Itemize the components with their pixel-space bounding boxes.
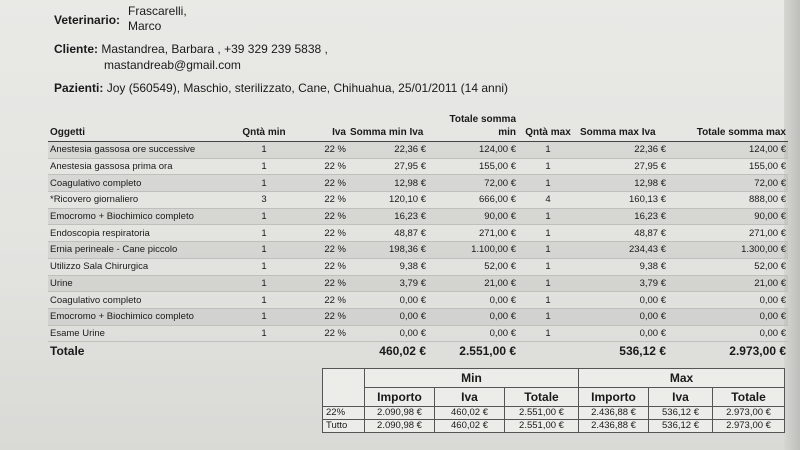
item-totale-max: 72,00 € — [668, 175, 788, 192]
item-somma-max: 0,00 € — [578, 308, 668, 325]
item-iva: 22 % — [296, 208, 348, 225]
item-qnta-min: 1 — [232, 208, 296, 225]
table-row — [48, 308, 788, 325]
item-iva: 22 % — [296, 275, 348, 292]
item-qnta-max: 1 — [518, 225, 578, 242]
item-somma-max: 16,23 € — [578, 208, 668, 225]
item-totale-min: 0,00 € — [428, 308, 518, 325]
cliente-label: Cliente: — [54, 42, 99, 56]
summary-min-iva: 460,02 € — [435, 407, 505, 420]
item-name: Emocromo + Biochimico completo — [48, 308, 232, 325]
item-totale-max: 1.300,00 € — [668, 242, 788, 259]
item-somma-min: 0,00 € — [348, 292, 428, 309]
item-qnta-max: 1 — [518, 325, 578, 342]
col-qnta-min: Qntà min — [232, 103, 296, 142]
item-somma-max: 9,38 € — [578, 258, 668, 275]
item-somma-min: 0,00 € — [348, 325, 428, 342]
totals-somma-min: 460,02 € — [348, 342, 428, 361]
item-somma-max: 160,13 € — [578, 192, 668, 209]
table-row — [48, 208, 788, 225]
item-qnta-min: 1 — [232, 175, 296, 192]
item-totale-max: 0,00 € — [668, 325, 788, 342]
item-totale-max: 0,00 € — [668, 292, 788, 309]
veterinario-line2: Marco — [128, 19, 162, 33]
summary-max-iva: 536,12 € — [649, 420, 713, 433]
item-iva: 22 % — [296, 242, 348, 259]
summary-max-totale: Totale — [713, 388, 785, 407]
item-qnta-min: 1 — [232, 158, 296, 175]
veterinario-line1: Frascarelli, — [128, 4, 187, 18]
item-somma-max: 48,87 € — [578, 225, 668, 242]
table-row — [48, 192, 788, 209]
item-totale-min: 666,00 € — [428, 192, 518, 209]
item-totale-min: 0,00 € — [428, 292, 518, 309]
items-table — [48, 103, 788, 360]
item-name: Endoscopia respiratoria — [48, 225, 232, 242]
item-somma-max: 0,00 € — [578, 325, 668, 342]
item-totale-min: 0,00 € — [428, 325, 518, 342]
item-totale-max: 21,00 € — [668, 275, 788, 292]
summary-row — [323, 407, 785, 420]
summary-min-importo: Importo — [365, 388, 435, 407]
summary-min-importo: 2.090,98 € — [365, 407, 435, 420]
table-row — [48, 175, 788, 192]
item-somma-max: 27,95 € — [578, 158, 668, 175]
item-totale-max: 90,00 € — [668, 208, 788, 225]
summary-min-importo: 2.090,98 € — [365, 420, 435, 433]
item-name: Ernia perineale - Cane piccolo — [48, 242, 232, 259]
item-iva: 22 % — [296, 225, 348, 242]
summary-max-iva: Iva — [649, 388, 713, 407]
item-iva: 22 % — [296, 142, 348, 159]
item-qnta-min: 1 — [232, 142, 296, 159]
summary-min-iva: Iva — [435, 388, 505, 407]
cliente-block — [54, 42, 328, 57]
table-row — [48, 242, 788, 259]
item-somma-max: 3,79 € — [578, 275, 668, 292]
item-qnta-max: 1 — [518, 142, 578, 159]
item-iva: 22 % — [296, 292, 348, 309]
item-qnta-min: 1 — [232, 258, 296, 275]
item-totale-max: 124,00 € — [668, 142, 788, 159]
item-qnta-min: 1 — [232, 308, 296, 325]
item-totale-min: 21,00 € — [428, 275, 518, 292]
item-totale-max: 888,00 € — [668, 192, 788, 209]
totals-somma-max: 536,12 € — [578, 342, 668, 361]
item-somma-max: 22,36 € — [578, 142, 668, 159]
totals-totale-min: 2.551,00 € — [428, 342, 518, 361]
col-oggetti: Oggetti — [48, 103, 232, 142]
item-qnta-max: 1 — [518, 258, 578, 275]
summary-header-row — [323, 388, 785, 407]
item-name: Coagulativo completo — [48, 175, 232, 192]
summary-max-importo: 2.436,88 € — [579, 420, 649, 433]
item-somma-min: 120,10 € — [348, 192, 428, 209]
totals-row — [48, 342, 788, 361]
summary-max-label: Max — [579, 369, 785, 388]
summary-table — [322, 368, 785, 433]
item-somma-min: 0,00 € — [348, 308, 428, 325]
table-row — [48, 142, 788, 159]
item-name: Urine — [48, 275, 232, 292]
totals-label: Totale — [48, 342, 232, 361]
item-somma-max: 234,43 € — [578, 242, 668, 259]
item-totale-min: 90,00 € — [428, 208, 518, 225]
item-qnta-max: 1 — [518, 292, 578, 309]
pazienti-value: Joy (560549), Maschio, sterilizzato, Cane, Chihuahua, 25/01/2011 (14 anni) — [106, 81, 509, 95]
item-somma-max: 0,00 € — [578, 292, 668, 309]
item-somma-min: 48,87 € — [348, 225, 428, 242]
summary-max-totale: 2.973,00 € — [713, 420, 785, 433]
summary-min-totale: 2.551,00 € — [505, 407, 579, 420]
item-totale-min: 271,00 € — [428, 225, 518, 242]
item-qnta-max: 1 — [518, 175, 578, 192]
item-qnta-max: 1 — [518, 208, 578, 225]
item-qnta-min: 1 — [232, 325, 296, 342]
item-iva: 22 % — [296, 192, 348, 209]
item-somma-min: 198,36 € — [348, 242, 428, 259]
item-qnta-min: 1 — [232, 292, 296, 309]
item-name: Anestesia gassosa ore successive — [48, 142, 232, 159]
col-somma-max-iva: Somma max Iva — [578, 103, 668, 142]
items-header-row — [48, 103, 788, 142]
item-qnta-min: 1 — [232, 225, 296, 242]
col-totale-somma-min: Totale somma min — [428, 103, 518, 142]
table-row — [48, 325, 788, 342]
cliente-email: mastandreab@gmail.com — [104, 58, 241, 72]
summary-label: 22% — [323, 407, 365, 420]
item-qnta-max: 1 — [518, 242, 578, 259]
item-totale-max: 0,00 € — [668, 308, 788, 325]
item-totale-max: 271,00 € — [668, 225, 788, 242]
item-qnta-min: 1 — [232, 275, 296, 292]
item-qnta-min: 3 — [232, 192, 296, 209]
summary-max-iva: 536,12 € — [649, 407, 713, 420]
item-somma-min: 16,23 € — [348, 208, 428, 225]
item-name: Esame Urine — [48, 325, 232, 342]
item-iva: 22 % — [296, 325, 348, 342]
item-name: Emocromo + Biochimico completo — [48, 208, 232, 225]
item-totale-min: 1.100,00 € — [428, 242, 518, 259]
item-iva: 22 % — [296, 308, 348, 325]
item-totale-max: 155,00 € — [668, 158, 788, 175]
summary-max-totale: 2.973,00 € — [713, 407, 785, 420]
col-iva: Iva — [296, 103, 348, 142]
item-somma-min: 12,98 € — [348, 175, 428, 192]
item-totale-max: 52,00 € — [668, 258, 788, 275]
table-row — [48, 292, 788, 309]
col-totale-somma-max: Totale somma max — [668, 103, 788, 142]
item-qnta-min: 1 — [232, 242, 296, 259]
summary-min-totale: Totale — [505, 388, 579, 407]
item-totale-min: 52,00 € — [428, 258, 518, 275]
table-row — [48, 158, 788, 175]
item-iva: 22 % — [296, 258, 348, 275]
table-row — [48, 225, 788, 242]
summary-group-row — [323, 369, 785, 388]
item-name: Coagulativo completo — [48, 292, 232, 309]
item-name: *Ricovero giornaliero — [48, 192, 232, 209]
item-name: Anestesia gassosa prima ora — [48, 158, 232, 175]
col-qnta-max: Qntà max — [518, 103, 578, 142]
table-row — [48, 258, 788, 275]
item-somma-min: 3,79 € — [348, 275, 428, 292]
item-iva: 22 % — [296, 158, 348, 175]
item-qnta-max: 1 — [518, 275, 578, 292]
item-name: Utilizzo Sala Chirurgica — [48, 258, 232, 275]
item-somma-min: 27,95 € — [348, 158, 428, 175]
item-totale-min: 155,00 € — [428, 158, 518, 175]
cliente-line1: Mastandrea, Barbara , +39 329 239 5838 , — [101, 42, 328, 56]
summary-body — [323, 407, 785, 433]
summary-max-importo: 2.436,88 € — [579, 407, 649, 420]
item-somma-min: 9,38 € — [348, 258, 428, 275]
veterinario-label: Veterinario: — [54, 13, 121, 27]
veterinario-name — [128, 4, 187, 34]
item-qnta-max: 4 — [518, 192, 578, 209]
item-somma-max: 12,98 € — [578, 175, 668, 192]
summary-max-importo: Importo — [579, 388, 649, 407]
totals-totale-max: 2.973,00 € — [668, 342, 788, 361]
pazienti-label: Pazienti: — [54, 81, 104, 95]
item-somma-min: 22,36 € — [348, 142, 428, 159]
table-row — [48, 275, 788, 292]
summary-label: Tutto — [323, 420, 365, 433]
items-body — [48, 142, 788, 342]
summary-min-iva: 460,02 € — [435, 420, 505, 433]
col-somma-min-iva: Somma min Iva — [348, 103, 428, 142]
item-iva: 22 % — [296, 175, 348, 192]
item-qnta-max: 1 — [518, 158, 578, 175]
item-totale-min: 72,00 € — [428, 175, 518, 192]
item-qnta-max: 1 — [518, 308, 578, 325]
summary-min-label: Min — [365, 369, 579, 388]
summary-min-totale: 2.551,00 € — [505, 420, 579, 433]
item-totale-min: 124,00 € — [428, 142, 518, 159]
pazienti-block — [54, 81, 508, 96]
summary-row — [323, 420, 785, 433]
